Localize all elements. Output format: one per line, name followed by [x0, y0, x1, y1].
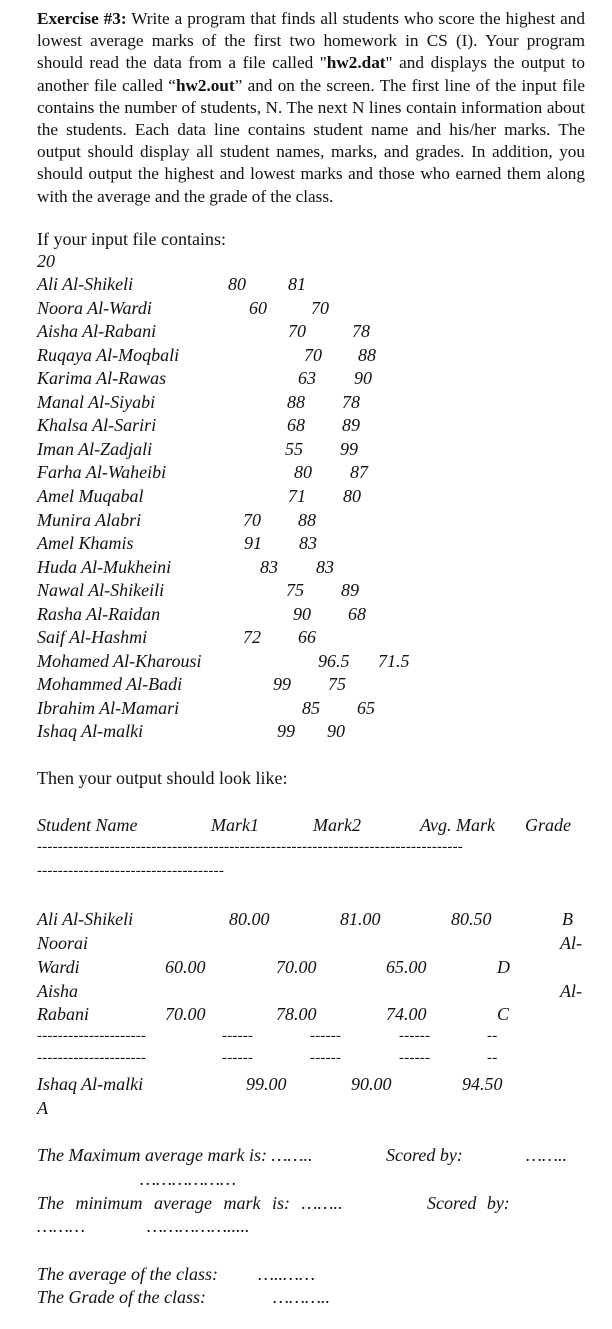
student-mark1: 96.5	[318, 651, 350, 671]
student-name: Saif Al-Hashmi	[37, 627, 148, 647]
output-avg: 65.00	[386, 957, 427, 977]
output-grade: D	[497, 957, 510, 977]
student-mark1: 71	[288, 486, 306, 506]
output-name: Ishaq Al-malki	[37, 1074, 144, 1094]
output-name: Ali Al-Shikeli	[37, 909, 134, 929]
student-mark1: 70	[304, 345, 322, 365]
output-grade: B	[562, 909, 573, 929]
separator-line: ----------------------------------------------------------------------------------	[37, 839, 463, 855]
student-name: Ishaq Al-malki	[37, 721, 144, 741]
student-mark1: 70	[288, 321, 306, 341]
student-mark1: 99	[273, 674, 291, 694]
class-grade-dots: ………..	[273, 1287, 331, 1307]
student-name: Noora Al-Wardi	[37, 298, 152, 318]
student-name: Huda Al-Mukheini	[37, 557, 172, 577]
class-average-label: The average of the class:	[37, 1264, 218, 1284]
student-mark2: 81	[288, 274, 306, 294]
student-name: Amel Khamis	[37, 533, 134, 553]
header-grade: Grade	[525, 815, 571, 835]
student-mark2: 90	[354, 368, 372, 388]
student-mark2: 65	[357, 698, 375, 718]
output-mark2: 81.00	[340, 909, 381, 929]
student-mark2: 88	[298, 510, 316, 530]
student-mark1: 60	[249, 298, 267, 318]
student-name: Rasha Al-Raidan	[37, 604, 161, 624]
output-filename: hw2.out	[175, 75, 235, 95]
separator-line-short: ------------------------------------	[37, 863, 225, 879]
ellipsis-dashes: ------	[222, 1050, 254, 1066]
ellipsis-dashes: ------	[222, 1028, 254, 1044]
ellipsis-dashes: ------	[399, 1050, 431, 1066]
max-dots: ……..	[526, 1145, 568, 1165]
exercise-label: Exercise #3:	[37, 9, 127, 28]
student-mark1: 91	[244, 533, 262, 553]
class-average-dots: …..……	[258, 1264, 316, 1284]
student-mark2: 99	[340, 439, 358, 459]
exercise-text-2: " and displays the output to another file called “	[37, 53, 585, 95]
max-dots-line2: ………………	[140, 1169, 237, 1189]
student-mark1: 83	[260, 557, 278, 577]
student-mark1: 63	[298, 368, 316, 388]
student-name: Munira Alabri	[37, 510, 142, 530]
min-scored-by: Scored by:	[427, 1193, 510, 1213]
student-name: Mohammed Al-Badi	[37, 674, 183, 694]
student-mark1: 55	[285, 439, 303, 459]
output-name: A	[37, 1098, 48, 1118]
student-mark1: 75	[286, 580, 304, 600]
header-student-name: Student Name	[37, 815, 138, 835]
student-mark1: 85	[302, 698, 320, 718]
ellipsis-dashes: ------	[310, 1050, 342, 1066]
output-mark2: 70.00	[276, 957, 317, 977]
output-mark1: 60.00	[165, 957, 206, 977]
output-grade: C	[497, 1004, 510, 1024]
student-mark1: 90	[293, 604, 311, 624]
min-average-label: The minimum average mark is: ……..	[37, 1193, 343, 1213]
student-name: Amel Muqabal	[37, 486, 144, 506]
student-mark2: 89	[341, 580, 359, 600]
student-mark2: 75	[328, 674, 346, 694]
output-name: Aisha	[37, 981, 79, 1001]
ellipsis-dashes: ------	[399, 1028, 431, 1044]
output-name: Rabani	[37, 1004, 89, 1024]
student-name: Aisha Al-Rabani	[37, 321, 157, 341]
student-name: Karima Al-Rawas	[37, 368, 167, 388]
student-name: Ali Al-Shikeli	[37, 274, 134, 294]
output-mark1: 70.00	[165, 1004, 206, 1024]
header-avg-mark: Avg. Mark	[420, 815, 495, 835]
student-name: Iman Al-Zadjali	[37, 439, 153, 459]
ellipsis-dashes: ---------------------	[37, 1050, 147, 1066]
output-avg: 80.50	[451, 909, 492, 929]
student-mark2: 78	[342, 392, 360, 412]
exercise-text-1: Write a program that finds all students who score the highest and lowest average marks of the first two homework in CS (I). Your program should read the data from a file called "	[37, 9, 585, 73]
class-grade-label: The Grade of the class:	[37, 1287, 206, 1307]
output-name: Wardi	[37, 957, 80, 977]
output-name: Noorai	[37, 933, 89, 953]
student-mark2: 71.5	[378, 651, 410, 671]
student-mark2: 78	[352, 321, 370, 341]
output-mark1: 80.00	[229, 909, 270, 929]
output-mark2: 78.00	[276, 1004, 317, 1024]
student-mark1: 80	[228, 274, 246, 294]
student-mark1: 70	[243, 510, 261, 530]
student-mark1: 72	[243, 627, 261, 647]
output-mark1: 99.00	[246, 1074, 287, 1094]
student-mark2: 87	[350, 462, 368, 482]
header-mark2: Mark2	[313, 815, 361, 835]
student-mark1: 80	[294, 462, 312, 482]
exercise-paragraph	[37, 8, 585, 208]
min-dots: ………	[37, 1216, 86, 1236]
ellipsis-dashes: --	[487, 1028, 498, 1044]
header-mark1: Mark1	[211, 815, 259, 835]
student-name: Mohamed Al-Kharousi	[37, 651, 202, 671]
student-mark1: 88	[287, 392, 305, 412]
ellipsis-dashes: --	[487, 1050, 498, 1066]
output-name-tail: Al-	[560, 981, 582, 1001]
student-name: Ibrahim Al-Mamari	[37, 698, 180, 718]
student-mark1: 99	[277, 721, 295, 741]
input-intro: If your input file contains:	[37, 229, 226, 249]
ellipsis-dashes: ------	[310, 1028, 342, 1044]
output-name-tail: Al-	[560, 933, 582, 953]
max-scored-by: Scored by:	[386, 1145, 463, 1165]
student-name: Manal Al-Siyabi	[37, 392, 156, 412]
student-mark2: 83	[316, 557, 334, 577]
output-avg: 94.50	[462, 1074, 503, 1094]
input-count: 20	[37, 251, 55, 271]
output-avg: 74.00	[386, 1004, 427, 1024]
output-mark2: 90.00	[351, 1074, 392, 1094]
ellipsis-dashes: ---------------------	[37, 1028, 147, 1044]
max-average-label: The Maximum average mark is: ……..	[37, 1145, 313, 1165]
student-name: Ruqaya Al-Moqbali	[37, 345, 180, 365]
student-mark2: 88	[358, 345, 376, 365]
student-mark2: 83	[299, 533, 317, 553]
min-dots-line2: …………….....	[147, 1216, 250, 1236]
student-mark1: 68	[287, 415, 305, 435]
student-mark2: 68	[348, 604, 366, 624]
output-intro: Then your output should look like:	[37, 768, 288, 788]
student-mark2: 70	[311, 298, 329, 318]
student-name: Farha Al-Waheibi	[37, 462, 167, 482]
student-mark2: 66	[298, 627, 316, 647]
input-filename: hw2.dat	[326, 53, 386, 73]
student-mark2: 90	[327, 721, 345, 741]
exercise-text-3: ” and on the screen. The first line of the input file contains the number of students, N. The next N lines contain information about the students. Each data line contains student name and his/her marks. The output should display all student names, marks, and grades. In addition, you should output the highest and lowest marks and those who earned them along with the average and the grade of the class.	[37, 75, 585, 206]
student-mark2: 89	[342, 415, 360, 435]
student-mark2: 80	[343, 486, 361, 506]
student-name: Nawal Al-Shikeili	[37, 580, 165, 600]
student-name: Khalsa Al-Sariri	[37, 415, 157, 435]
